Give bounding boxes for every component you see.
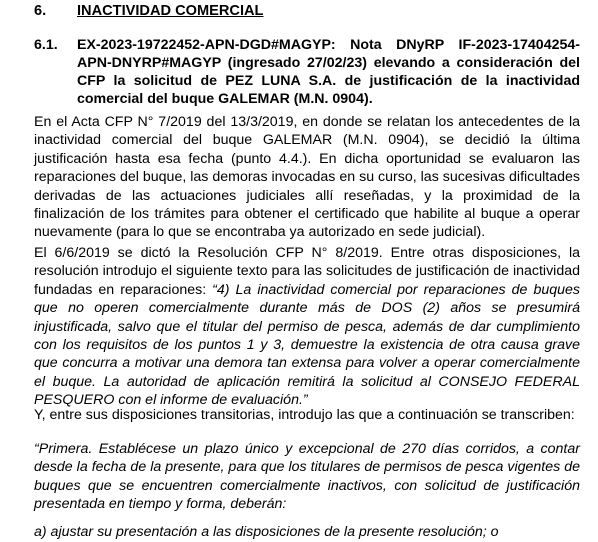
subsection-number: 6.1.: [34, 37, 58, 53]
list-item-a: a) ajustar su presentación a las disposiciones de la presente resolución; o: [34, 524, 499, 540]
resolution-quote: “4) La inactividad comercial por reparaciones de buques que no operen comercialmente durante más de DOS (2) años se presumirá injustificada, salvo que el titular del permiso de pesca, además de dar cumplimiento con los requisitos de los puntos 1 y 3, demuestre la existencia de otra causa grave que concurra a motivar una demora tan extensa para volver a operar comercialmente el buque. La autoridad de aplicación remitirá la solicitud al CONSEJO FEDERAL PESQUERO con el informe de evaluación.”: [34, 281, 580, 409]
paragraph-transitional-intro: Y, entre sus disposiciones transitorias, introdujo las que a continuación se transcriben:: [34, 407, 575, 423]
paragraph-background: En el Acta CFP N° 7/2019 del 13/3/2019, en donde se relatan los antecedentes de la inactividad comercial del buque GALEMAR (M.N. 0904), se decidió la última justificación hasta esa fecha (punto 4.4.). En dicha oportunidad se evaluaron las reparaciones del buque, las demoras invocadas en su curso, las sucesivas dificultades derivadas de las actuaciones judiciales allí reseñadas, y la proximidad de la finalización de los trámites para obtener el certificado que habilite al buque a operar nuevamente (para lo que se encontraba ya autorizado en sede judicial).: [34, 114, 580, 241]
section-title: INACTIVIDAD COMERCIAL: [77, 3, 264, 19]
subsection-heading: [34, 36, 580, 108]
paragraph-resolution-intro: El 6/6/2019 se dictó la Resolución CFP N° 8/2019. Entre otras disposiciones, la resolución introdujo el siguiente texto para las solicitudes de justificación de inactividad fundadas en reparaciones:: [34, 245, 580, 298]
paragraph-resolution: [34, 244, 580, 410]
subsection-text: EX-2023-19722452-APN-DGD#MAGYP: Nota DNyRP IF-2023-17404254-APN-DNYRP#MAGYP (ingresado 27/02/23) elevando a consideración del CFP la solicitud de PEZ LUNA S.A. de justificación de la inactividad comercial del buque GALEMAR (M.N. 0904).: [77, 37, 580, 107]
section-number: 6.: [34, 3, 47, 19]
transitional-provision-quote: “Primera. Establécese un plazo único y excepcional de 270 días corridos, a contar desde la fecha de la presente, para que los titulares de permisos de pesca vigentes de buques que se encuentren comercialmente inactivos, con solicitud de justificación presentada en tiempo y forma, deberán:: [34, 441, 580, 513]
